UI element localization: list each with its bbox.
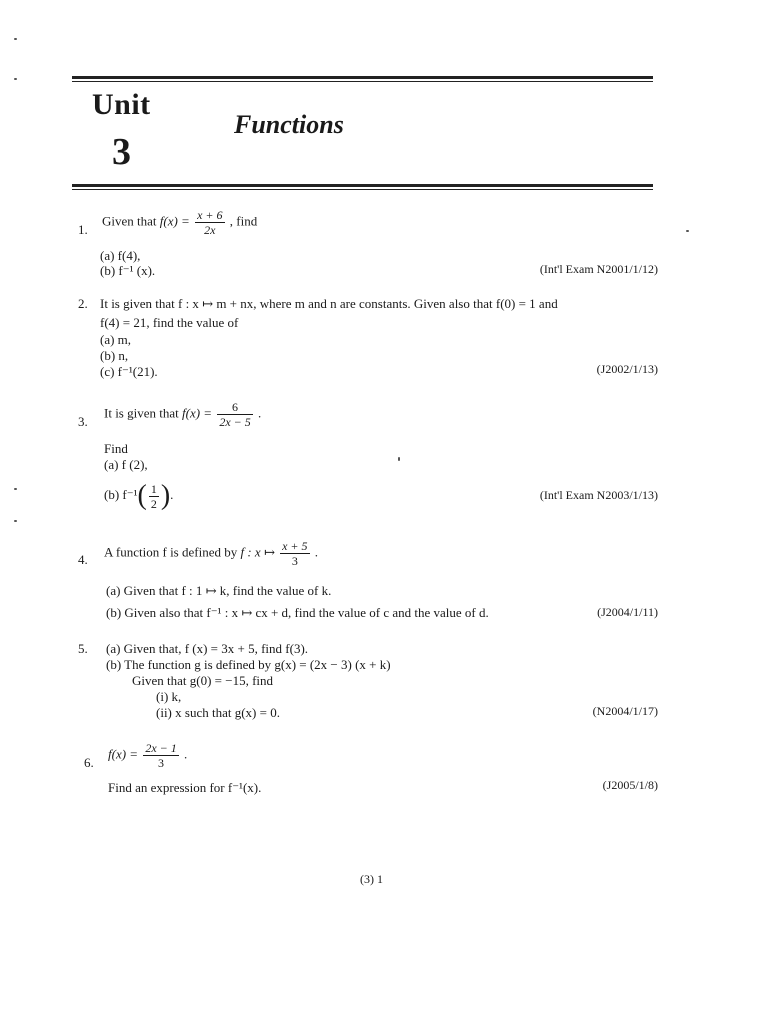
- q2-line-2: f(4) = 21, find the value of: [100, 315, 239, 330]
- q4-denominator: 3: [291, 554, 298, 568]
- q4-lead: A function f is defined by: [104, 544, 238, 560]
- q3-part-b: [104, 480, 173, 512]
- q3-part-a: (a) f (2),: [104, 457, 148, 472]
- q4-fx: f : x ↦: [240, 544, 275, 560]
- question-1-number: 1.: [78, 222, 88, 237]
- q4-part-b: (b) Given also that f⁻¹ : x ↦ cx + d, find the value of c and the value of d.: [106, 605, 489, 620]
- question-3-stem: [104, 400, 261, 429]
- q3-tail: .: [258, 405, 262, 421]
- q3-numerator: 6: [217, 400, 252, 415]
- q5-source: (N2004/1/17): [592, 704, 658, 718]
- scan-speck: [14, 78, 17, 80]
- question-6-stem: [108, 741, 187, 770]
- q2-part-a: (a) m,: [100, 332, 132, 347]
- q3-source: (Int'l Exam N2003/1/13): [539, 488, 658, 502]
- q1-fx: f(x) =: [159, 213, 190, 229]
- unit-number: 3: [112, 131, 131, 173]
- q3-fraction: [217, 400, 252, 429]
- q5-part-ii: (ii) x such that g(x) = 0.: [156, 705, 280, 720]
- q3-find: Find: [104, 441, 128, 456]
- scan-speck: [398, 457, 400, 461]
- unit-label: Unit: [92, 88, 151, 121]
- q3-lead: It is given that: [104, 405, 179, 421]
- q6-tail: .: [184, 746, 188, 762]
- q5-given: Given that g(0) = −15, find: [132, 673, 274, 688]
- q1-numerator: x + 6: [197, 208, 223, 222]
- q6-find: Find an expression for f⁻¹(x).: [108, 780, 262, 795]
- q1-fraction: [195, 208, 224, 237]
- q1-lead: Given that: [102, 213, 157, 229]
- q4-part-a: (a) Given that f : 1 ↦ k, find the value of k.: [106, 583, 332, 598]
- question-3-number: 3.: [78, 414, 88, 429]
- q1-denominator: 2x: [204, 223, 216, 237]
- q3-b-numerator: 1: [150, 481, 157, 496]
- q2-source: (J2002/1/13): [596, 362, 658, 376]
- q3-b-prefix: (b) f⁻¹: [104, 486, 138, 502]
- q3-b-tail: .: [170, 486, 174, 502]
- q3-b-denominator: 2: [150, 496, 157, 511]
- q2-line-1: It is given that f : x ↦ m + nx, where m and n are constants. Given also that f(0) = 1 and: [100, 296, 558, 311]
- question-4-stem: [104, 539, 318, 568]
- q5-part-b: (b) The function g is defined by g(x) = (2x − 3) (x + k): [106, 657, 391, 672]
- q1-part-b: (b) f⁻¹ (x).: [100, 263, 156, 278]
- q6-denominator: 3: [158, 756, 165, 770]
- q1-source: (Int'l Exam N2001/1/12): [539, 262, 658, 276]
- header-rule-top: [72, 76, 653, 79]
- q4-fraction: [280, 539, 309, 568]
- page-number: (3) 1: [360, 872, 383, 886]
- q3-denominator: 2x − 5: [219, 415, 251, 429]
- unit-title: Functions: [234, 110, 344, 139]
- left-paren: (: [137, 480, 147, 511]
- q2-part-b: (b) n,: [100, 348, 129, 363]
- header-rule-bottom-thin: [72, 189, 653, 190]
- scan-speck: [14, 520, 17, 522]
- q1-tail: , find: [229, 213, 258, 229]
- question-2-number: 2.: [78, 296, 88, 311]
- q2-part-c: (c) f⁻¹(21).: [100, 364, 158, 379]
- header-rule-bottom: [72, 184, 653, 187]
- right-paren: ): [160, 480, 171, 511]
- scan-speck: [686, 230, 689, 232]
- q5-part-i: (i) k,: [156, 689, 182, 704]
- q1-part-a: (a) f(4),: [100, 248, 141, 263]
- header-rule-top-thin: [72, 81, 653, 82]
- scan-speck: [14, 488, 17, 490]
- q6-fx: f(x) =: [108, 746, 139, 762]
- question-1-stem: [102, 208, 257, 237]
- question-6-number: 6.: [84, 755, 94, 770]
- q3-b-fraction: [149, 482, 159, 511]
- question-4-number: 4.: [78, 552, 88, 567]
- q6-source: (J2005/1/8): [602, 778, 658, 792]
- q4-numerator: x + 5: [282, 539, 308, 553]
- question-5-number: 5.: [78, 641, 88, 656]
- q4-source: (J2004/1/11): [597, 605, 658, 619]
- q3-fx: f(x) =: [182, 405, 213, 421]
- q6-numerator: 2x − 1: [145, 741, 177, 755]
- q4-tail: .: [314, 544, 319, 560]
- q6-fraction: [143, 741, 178, 770]
- scan-speck: [14, 38, 17, 40]
- q5-part-a: (a) Given that, f (x) = 3x + 5, find f(3).: [106, 641, 309, 656]
